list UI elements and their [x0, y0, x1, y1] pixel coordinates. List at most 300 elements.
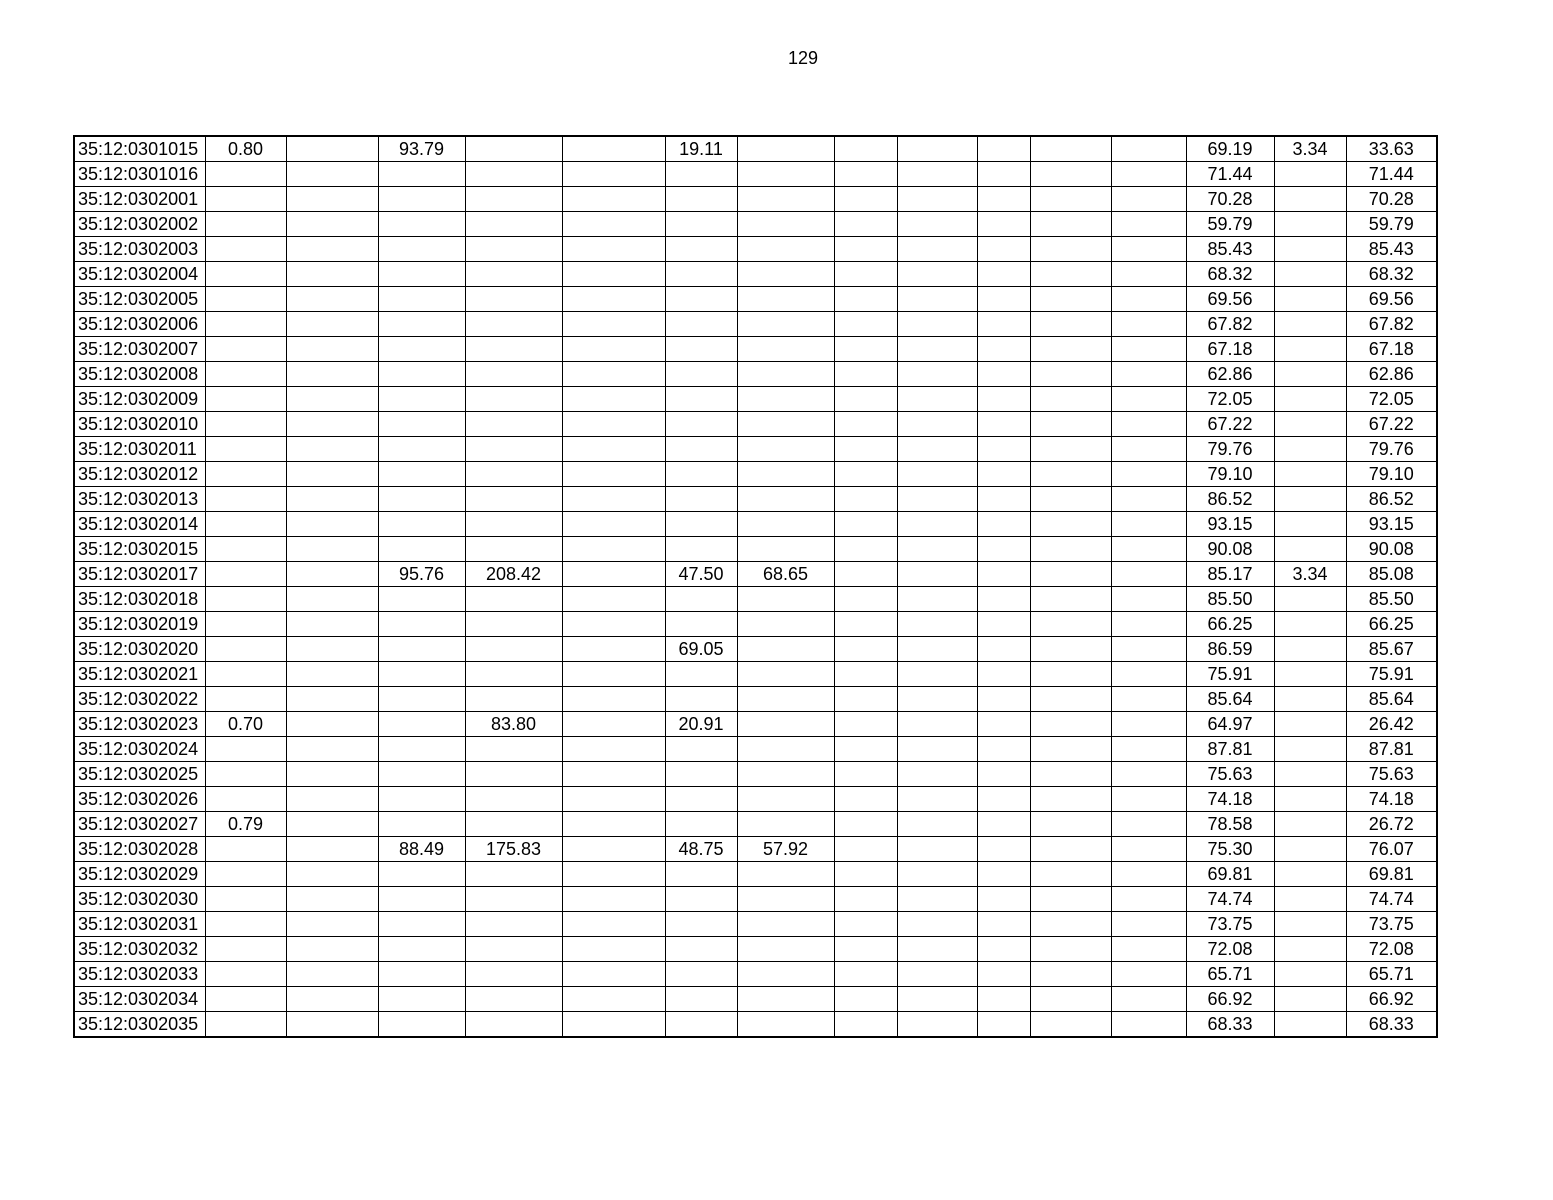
cadastral-number-cell: 35:12:0302019 — [74, 612, 205, 637]
table-cell — [897, 937, 977, 962]
table-cell — [1274, 287, 1346, 312]
table-cell — [1111, 512, 1186, 537]
table-cell — [286, 562, 378, 587]
table-cell — [378, 612, 465, 637]
table-cell — [665, 537, 737, 562]
cadastral-number-cell: 35:12:0302004 — [74, 262, 205, 287]
table-cell — [286, 912, 378, 937]
table-cell — [737, 612, 834, 637]
table-cell — [897, 387, 977, 412]
table-cell — [378, 462, 465, 487]
table-cell: 20.91 — [665, 712, 737, 737]
table-cell: 68.33 — [1346, 1012, 1437, 1038]
table-cell — [665, 287, 737, 312]
table-cell — [897, 787, 977, 812]
table-cell: 67.18 — [1186, 337, 1274, 362]
table-cell — [977, 912, 1030, 937]
table-cell — [205, 762, 286, 787]
table-cell — [897, 762, 977, 787]
table-cell — [378, 487, 465, 512]
table-cell: 64.97 — [1186, 712, 1274, 737]
cadastral-number-cell: 35:12:0302006 — [74, 312, 205, 337]
table-cell: 73.75 — [1346, 912, 1437, 937]
table-cell — [665, 187, 737, 212]
table-cell — [737, 737, 834, 762]
table-cell — [1111, 937, 1186, 962]
table-cell — [897, 537, 977, 562]
table-cell — [1030, 962, 1111, 987]
table-cell: 69.81 — [1186, 862, 1274, 887]
table-cell: 85.08 — [1346, 562, 1437, 587]
table-cell — [205, 737, 286, 762]
table-cell — [1274, 987, 1346, 1012]
table-cell: 88.49 — [378, 837, 465, 862]
cadastral-number-cell: 35:12:0302012 — [74, 462, 205, 487]
table-cell — [562, 512, 665, 537]
table-cell — [562, 712, 665, 737]
table-cell — [205, 862, 286, 887]
table-cell — [205, 412, 286, 437]
table-cell — [1030, 687, 1111, 712]
table-cell: 79.76 — [1186, 437, 1274, 462]
table-cell — [1030, 587, 1111, 612]
table-cell: 75.30 — [1186, 837, 1274, 862]
table-cell — [834, 787, 897, 812]
table-cell — [465, 887, 562, 912]
table-cell — [977, 662, 1030, 687]
table-cell — [465, 762, 562, 787]
table-cell: 72.05 — [1346, 387, 1437, 412]
cadastral-number-cell: 35:12:0302029 — [74, 862, 205, 887]
cadastral-data-table — [73, 135, 1438, 1038]
table-cell — [977, 637, 1030, 662]
table-cell — [465, 362, 562, 387]
table-row — [74, 887, 1437, 912]
table-cell — [1111, 312, 1186, 337]
table-cell: 65.71 — [1186, 962, 1274, 987]
table-cell — [286, 136, 378, 162]
table-cell — [465, 587, 562, 612]
table-row — [74, 912, 1437, 937]
table-row — [74, 487, 1437, 512]
table-cell — [465, 662, 562, 687]
table-cell — [286, 662, 378, 687]
table-cell — [665, 812, 737, 837]
table-cell — [1030, 637, 1111, 662]
table-cell — [1274, 387, 1346, 412]
table-cell — [465, 437, 562, 462]
table-cell — [737, 1012, 834, 1038]
table-cell: 69.19 — [1186, 136, 1274, 162]
cadastral-number-cell: 35:12:0302011 — [74, 437, 205, 462]
table-cell: 3.34 — [1274, 562, 1346, 587]
table-cell: 69.56 — [1186, 287, 1274, 312]
table-cell — [562, 762, 665, 787]
table-row — [74, 737, 1437, 762]
table-cell — [1030, 737, 1111, 762]
table-cell — [1274, 912, 1346, 937]
table-cell — [897, 337, 977, 362]
table-cell — [378, 662, 465, 687]
table-cell — [205, 537, 286, 562]
table-cell: 87.81 — [1186, 737, 1274, 762]
table-cell: 26.72 — [1346, 812, 1437, 837]
table-cell — [1111, 862, 1186, 887]
table-cell — [465, 537, 562, 562]
table-cell — [378, 712, 465, 737]
table-cell — [286, 537, 378, 562]
table-cell — [562, 637, 665, 662]
table-cell: 26.42 — [1346, 712, 1437, 737]
table-cell: 86.59 — [1186, 637, 1274, 662]
table-cell — [665, 862, 737, 887]
cadastral-number-cell: 35:12:0302033 — [74, 962, 205, 987]
page-number: 129 — [787, 48, 819, 68]
table-cell — [378, 862, 465, 887]
table-row — [74, 412, 1437, 437]
table-cell: 83.80 — [465, 712, 562, 737]
table-cell — [737, 587, 834, 612]
table-cell — [737, 812, 834, 837]
table-cell — [737, 187, 834, 212]
table-cell — [1274, 587, 1346, 612]
table-cell — [205, 787, 286, 812]
table-row — [74, 187, 1437, 212]
table-cell — [665, 987, 737, 1012]
table-row — [74, 712, 1437, 737]
table-cell — [286, 687, 378, 712]
table-cell — [834, 562, 897, 587]
table-cell — [1030, 762, 1111, 787]
table-row — [74, 987, 1437, 1012]
table-cell — [1111, 762, 1186, 787]
table-cell: 47.50 — [665, 562, 737, 587]
table-cell — [1111, 437, 1186, 462]
table-cell — [1274, 637, 1346, 662]
table-cell — [205, 912, 286, 937]
table-row — [74, 312, 1437, 337]
table-cell — [665, 687, 737, 712]
table-cell — [834, 937, 897, 962]
table-cell — [286, 212, 378, 237]
table-cell — [977, 687, 1030, 712]
table-cell — [378, 887, 465, 912]
table-cell — [378, 437, 465, 462]
table-cell — [205, 162, 286, 187]
table-cell — [205, 887, 286, 912]
table-cell — [378, 587, 465, 612]
table-cell — [977, 136, 1030, 162]
table-cell — [465, 262, 562, 287]
table-cell — [465, 187, 562, 212]
table-cell — [378, 212, 465, 237]
table-cell — [737, 387, 834, 412]
table-cell — [834, 437, 897, 462]
table-cell — [205, 612, 286, 637]
table-cell — [977, 587, 1030, 612]
cadastral-number-cell: 35:12:0302015 — [74, 537, 205, 562]
table-cell — [1111, 712, 1186, 737]
table-row — [74, 787, 1437, 812]
table-cell — [977, 762, 1030, 787]
table-row — [74, 812, 1437, 837]
cadastral-number-cell: 35:12:0302018 — [74, 587, 205, 612]
table-cell — [977, 537, 1030, 562]
table-cell — [977, 162, 1030, 187]
table-cell: 0.79 — [205, 812, 286, 837]
table-cell — [977, 812, 1030, 837]
table-cell — [1111, 462, 1186, 487]
table-cell — [977, 1012, 1030, 1038]
table-cell — [665, 212, 737, 237]
table-cell — [1274, 612, 1346, 637]
table-cell — [977, 787, 1030, 812]
table-row — [74, 962, 1437, 987]
table-cell — [562, 437, 665, 462]
table-cell — [977, 737, 1030, 762]
table-cell: 70.28 — [1186, 187, 1274, 212]
table-cell: 68.33 — [1186, 1012, 1274, 1038]
table-cell — [1274, 937, 1346, 962]
table-cell: 72.05 — [1186, 387, 1274, 412]
table-row — [74, 512, 1437, 537]
table-cell — [378, 537, 465, 562]
cadastral-number-cell: 35:12:0302001 — [74, 187, 205, 212]
table-cell — [286, 412, 378, 437]
table-cell — [737, 762, 834, 787]
table-cell — [977, 562, 1030, 587]
table-cell — [1111, 387, 1186, 412]
table-cell — [286, 312, 378, 337]
table-cell — [378, 762, 465, 787]
table-cell — [897, 187, 977, 212]
table-cell — [834, 537, 897, 562]
table-cell — [205, 262, 286, 287]
cadastral-number-cell: 35:12:0302026 — [74, 787, 205, 812]
table-cell — [897, 887, 977, 912]
cadastral-number-cell: 35:12:0302027 — [74, 812, 205, 837]
table-cell: 93.15 — [1186, 512, 1274, 537]
table-cell: 75.63 — [1186, 762, 1274, 787]
table-cell — [897, 412, 977, 437]
table-cell — [737, 136, 834, 162]
table-cell — [665, 937, 737, 962]
table-cell — [465, 162, 562, 187]
table-cell — [1111, 962, 1186, 987]
table-row — [74, 136, 1437, 162]
table-cell — [977, 262, 1030, 287]
table-cell — [665, 337, 737, 362]
table-cell: 0.80 — [205, 136, 286, 162]
table-cell — [465, 987, 562, 1012]
table-cell — [834, 712, 897, 737]
table-cell — [286, 462, 378, 487]
table-cell — [378, 637, 465, 662]
table-cell — [1111, 987, 1186, 1012]
table-cell — [286, 237, 378, 262]
table-cell — [897, 212, 977, 237]
table-cell: 90.08 — [1186, 537, 1274, 562]
table-cell — [1030, 287, 1111, 312]
table-cell — [286, 387, 378, 412]
table-cell — [834, 136, 897, 162]
cadastral-number-cell: 35:12:0302032 — [74, 937, 205, 962]
table-cell — [1030, 312, 1111, 337]
cadastral-number-cell: 35:12:0302013 — [74, 487, 205, 512]
table-cell — [977, 937, 1030, 962]
table-cell — [562, 312, 665, 337]
table-cell — [1030, 237, 1111, 262]
table-cell — [737, 787, 834, 812]
table-cell: 68.65 — [737, 562, 834, 587]
table-cell: 66.92 — [1346, 987, 1437, 1012]
table-row — [74, 287, 1437, 312]
table-cell — [286, 262, 378, 287]
table-cell: 75.63 — [1346, 762, 1437, 787]
table-cell — [562, 887, 665, 912]
cadastral-number-cell: 35:12:0302002 — [74, 212, 205, 237]
table-cell — [834, 987, 897, 1012]
table-cell — [834, 912, 897, 937]
cadastral-number-cell: 35:12:0302010 — [74, 412, 205, 437]
table-cell — [665, 662, 737, 687]
table-cell — [378, 337, 465, 362]
table-cell — [737, 312, 834, 337]
cadastral-number-cell: 35:12:0302005 — [74, 287, 205, 312]
table-cell — [562, 337, 665, 362]
table-cell — [465, 937, 562, 962]
table-cell — [737, 412, 834, 437]
table-cell — [1111, 287, 1186, 312]
table-cell — [1030, 1012, 1111, 1038]
table-cell — [977, 712, 1030, 737]
table-cell: 67.22 — [1346, 412, 1437, 437]
table-cell — [834, 737, 897, 762]
table-cell: 67.18 — [1346, 337, 1437, 362]
table-cell — [977, 337, 1030, 362]
cadastral-number-cell: 35:12:0302034 — [74, 987, 205, 1012]
table-cell — [562, 562, 665, 587]
table-cell — [465, 212, 562, 237]
table-cell — [737, 437, 834, 462]
table-cell: 76.07 — [1346, 837, 1437, 862]
table-cell — [465, 412, 562, 437]
table-cell: 75.91 — [1186, 662, 1274, 687]
table-cell — [834, 962, 897, 987]
table-cell — [562, 862, 665, 887]
table-row — [74, 237, 1437, 262]
table-cell — [834, 312, 897, 337]
table-cell — [562, 587, 665, 612]
table-cell — [562, 162, 665, 187]
table-cell — [977, 962, 1030, 987]
table-cell — [562, 412, 665, 437]
table-cell: 59.79 — [1346, 212, 1437, 237]
table-cell — [1274, 787, 1346, 812]
table-row — [74, 462, 1437, 487]
table-cell — [665, 387, 737, 412]
table-cell — [665, 412, 737, 437]
table-cell — [834, 337, 897, 362]
table-cell — [562, 387, 665, 412]
table-cell: 67.22 — [1186, 412, 1274, 437]
table-row — [74, 437, 1437, 462]
table-cell — [1274, 187, 1346, 212]
table-cell: 62.86 — [1186, 362, 1274, 387]
table-cell — [977, 187, 1030, 212]
table-cell — [465, 462, 562, 487]
table-cell — [1111, 487, 1186, 512]
table-cell — [465, 912, 562, 937]
table-cell — [737, 287, 834, 312]
table-cell — [562, 237, 665, 262]
table-cell — [665, 487, 737, 512]
table-row — [74, 612, 1437, 637]
table-cell — [562, 287, 665, 312]
table-cell — [465, 637, 562, 662]
cadastral-number-cell: 35:12:0302035 — [74, 1012, 205, 1038]
table-cell — [665, 787, 737, 812]
table-cell: 74.18 — [1186, 787, 1274, 812]
table-cell: 79.10 — [1346, 462, 1437, 487]
table-cell — [1274, 237, 1346, 262]
table-cell — [378, 787, 465, 812]
table-cell — [286, 762, 378, 787]
table-cell — [378, 937, 465, 962]
table-row — [74, 562, 1437, 587]
table-cell — [1111, 812, 1186, 837]
table-cell — [378, 287, 465, 312]
table-cell — [465, 862, 562, 887]
table-cell — [977, 387, 1030, 412]
table-cell — [737, 662, 834, 687]
cadastral-number-cell: 35:12:0302031 — [74, 912, 205, 937]
table-cell — [977, 412, 1030, 437]
table-cell — [562, 962, 665, 987]
table-cell — [1030, 787, 1111, 812]
table-cell — [834, 237, 897, 262]
table-cell — [1111, 412, 1186, 437]
table-cell — [286, 187, 378, 212]
table-cell — [737, 687, 834, 712]
table-cell — [465, 512, 562, 537]
table-cell: 73.75 — [1186, 912, 1274, 937]
table-cell — [562, 787, 665, 812]
cadastral-number-cell: 35:12:0302030 — [74, 887, 205, 912]
table-row — [74, 337, 1437, 362]
cadastral-number-cell: 35:12:0301015 — [74, 136, 205, 162]
table-cell: 69.56 — [1346, 287, 1437, 312]
table-cell — [834, 762, 897, 787]
table-cell — [1274, 412, 1346, 437]
table-cell — [378, 812, 465, 837]
table-cell — [834, 637, 897, 662]
table-cell — [834, 262, 897, 287]
table-cell: 85.64 — [1346, 687, 1437, 712]
table-cell: 85.50 — [1346, 587, 1437, 612]
table-cell — [286, 437, 378, 462]
table-row — [74, 262, 1437, 287]
table-cell — [378, 512, 465, 537]
table-row — [74, 212, 1437, 237]
table-cell — [562, 937, 665, 962]
table-cell — [834, 587, 897, 612]
table-cell — [1030, 512, 1111, 537]
table-cell — [737, 887, 834, 912]
table-cell: 68.32 — [1346, 262, 1437, 287]
table-cell — [1111, 912, 1186, 937]
table-cell — [1030, 812, 1111, 837]
